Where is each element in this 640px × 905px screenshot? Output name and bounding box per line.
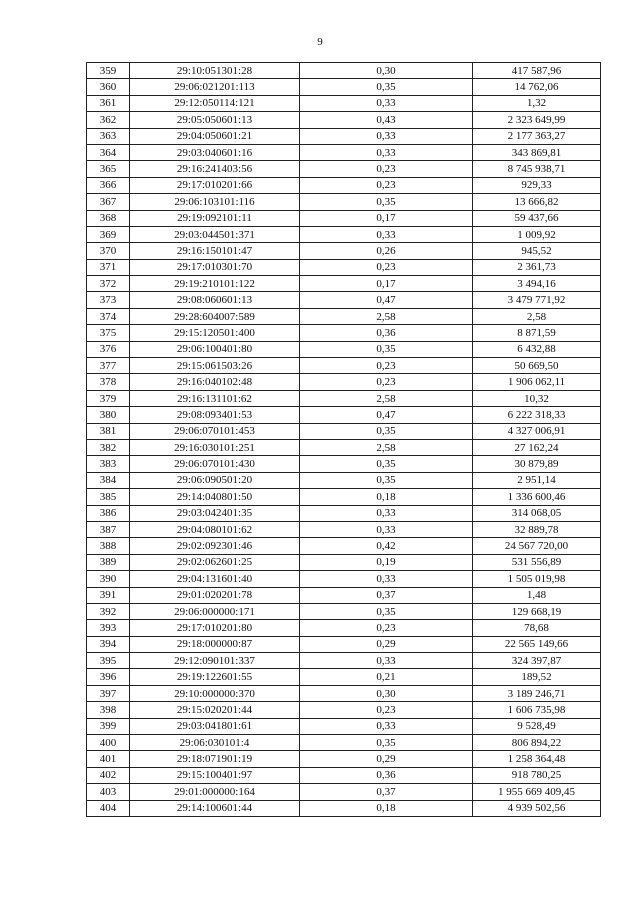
row-number-cell: 378 [87, 374, 130, 390]
value-cell: 6 222 318,33 [473, 407, 601, 423]
table-row [87, 505, 601, 521]
value-cell: 4 939 502,56 [473, 800, 601, 816]
value-cell: 3 189 246,71 [473, 685, 601, 701]
table-row [87, 194, 601, 210]
value-cell: 78,68 [473, 620, 601, 636]
cadastral-number-cell: 29:02:062601:25 [130, 554, 300, 570]
table-row [87, 95, 601, 111]
row-number-cell: 400 [87, 735, 130, 751]
rate-cell: 0,23 [300, 177, 473, 193]
row-number-cell: 399 [87, 718, 130, 734]
value-cell: 918 780,25 [473, 767, 601, 783]
value-cell: 8 871,59 [473, 325, 601, 341]
row-number-cell: 395 [87, 653, 130, 669]
rate-cell: 0,35 [300, 79, 473, 95]
table-row [87, 751, 601, 767]
row-number-cell: 368 [87, 210, 130, 226]
table-row [87, 210, 601, 226]
value-cell: 27 162,24 [473, 439, 601, 455]
rate-cell: 0,19 [300, 554, 473, 570]
value-cell: 1 505 019,98 [473, 571, 601, 587]
value-cell: 10,32 [473, 390, 601, 406]
row-number-cell: 363 [87, 128, 130, 144]
table-row [87, 439, 601, 455]
value-cell: 24 567 720,00 [473, 538, 601, 554]
cadastral-number-cell: 29:10:051301:28 [130, 63, 300, 79]
table-row [87, 472, 601, 488]
row-number-cell: 404 [87, 800, 130, 816]
row-number-cell: 386 [87, 505, 130, 521]
rate-cell: 0,36 [300, 767, 473, 783]
table-row [87, 538, 601, 554]
row-number-cell: 364 [87, 144, 130, 160]
table-row [87, 620, 601, 636]
cadastral-number-cell: 29:14:040801:50 [130, 489, 300, 505]
value-cell: 1 258 364,48 [473, 751, 601, 767]
table-row [87, 243, 601, 259]
row-number-cell: 398 [87, 702, 130, 718]
value-cell: 343 869,81 [473, 144, 601, 160]
row-number-cell: 375 [87, 325, 130, 341]
value-cell: 2,58 [473, 308, 601, 324]
cadastral-number-cell: 29:06:070101:430 [130, 456, 300, 472]
table-row [87, 128, 601, 144]
row-number-cell: 374 [87, 308, 130, 324]
cadastral-number-cell: 29:08:093401:53 [130, 407, 300, 423]
cadastral-number-cell: 29:17:010301:70 [130, 259, 300, 275]
value-cell: 1 906 062,11 [473, 374, 601, 390]
value-cell: 14 762,06 [473, 79, 601, 95]
table-row [87, 112, 601, 128]
rate-cell: 0,35 [300, 472, 473, 488]
rate-cell: 0,23 [300, 702, 473, 718]
table-row [87, 554, 601, 570]
row-number-cell: 382 [87, 439, 130, 455]
value-cell: 1,48 [473, 587, 601, 603]
row-number-cell: 384 [87, 472, 130, 488]
cadastral-number-cell: 29:15:120501:400 [130, 325, 300, 341]
value-cell: 6 432,88 [473, 341, 601, 357]
row-number-cell: 391 [87, 587, 130, 603]
row-number-cell: 390 [87, 571, 130, 587]
row-number-cell: 367 [87, 194, 130, 210]
row-number-cell: 401 [87, 751, 130, 767]
row-number-cell: 385 [87, 489, 130, 505]
rate-cell: 0,35 [300, 423, 473, 439]
row-number-cell: 371 [87, 259, 130, 275]
value-cell: 32 889,78 [473, 521, 601, 537]
value-cell: 2 951,14 [473, 472, 601, 488]
rate-cell: 0,35 [300, 456, 473, 472]
value-cell: 2 323 649,99 [473, 112, 601, 128]
value-cell: 1 606 735,98 [473, 702, 601, 718]
row-number-cell: 359 [87, 63, 130, 79]
row-number-cell: 393 [87, 620, 130, 636]
value-cell: 3 479 771,92 [473, 292, 601, 308]
rate-cell: 0,33 [300, 718, 473, 734]
value-cell: 8 745 938,71 [473, 161, 601, 177]
value-cell: 13 666,82 [473, 194, 601, 210]
table-row [87, 456, 601, 472]
cadastral-number-cell: 29:16:040102:48 [130, 374, 300, 390]
row-number-cell: 387 [87, 521, 130, 537]
value-cell: 417 587,96 [473, 63, 601, 79]
table-row [87, 521, 601, 537]
rate-cell: 0,29 [300, 751, 473, 767]
rate-cell: 0,30 [300, 685, 473, 701]
value-cell: 59 437,66 [473, 210, 601, 226]
value-cell: 1 009,92 [473, 226, 601, 242]
row-number-cell: 403 [87, 784, 130, 800]
cadastral-number-cell: 29:03:040601:16 [130, 144, 300, 160]
table-row [87, 226, 601, 242]
table-row [87, 325, 601, 341]
row-number-cell: 370 [87, 243, 130, 259]
rate-cell: 0,35 [300, 194, 473, 210]
table-row [87, 177, 601, 193]
value-cell: 4 327 006,91 [473, 423, 601, 439]
rate-cell: 0,21 [300, 669, 473, 685]
rate-cell: 0,36 [300, 325, 473, 341]
table-body [87, 63, 601, 817]
table-row [87, 276, 601, 292]
cadastral-number-cell: 29:15:020201:44 [130, 702, 300, 718]
rate-cell: 0,29 [300, 636, 473, 652]
value-cell: 30 879,89 [473, 456, 601, 472]
cadastral-number-cell: 29:16:150101:47 [130, 243, 300, 259]
table-row [87, 259, 601, 275]
row-number-cell: 362 [87, 112, 130, 128]
rate-cell: 0,33 [300, 144, 473, 160]
table-row [87, 308, 601, 324]
rate-cell: 0,35 [300, 341, 473, 357]
row-number-cell: 372 [87, 276, 130, 292]
row-number-cell: 383 [87, 456, 130, 472]
value-cell: 129 668,19 [473, 603, 601, 619]
rate-cell: 0,33 [300, 128, 473, 144]
rate-cell: 2,58 [300, 390, 473, 406]
rate-cell: 0,33 [300, 571, 473, 587]
rate-cell: 0,42 [300, 538, 473, 554]
rate-cell: 0,47 [300, 292, 473, 308]
table-row [87, 587, 601, 603]
cadastral-number-cell: 29:16:131101:62 [130, 390, 300, 406]
table-row [87, 423, 601, 439]
cadastral-number-cell: 29:17:010201:80 [130, 620, 300, 636]
value-cell: 2 361,73 [473, 259, 601, 275]
row-number-cell: 377 [87, 358, 130, 374]
rate-cell: 0,37 [300, 784, 473, 800]
rate-cell: 0,33 [300, 505, 473, 521]
row-number-cell: 396 [87, 669, 130, 685]
cadastral-number-cell: 29:17:010201:66 [130, 177, 300, 193]
rate-cell: 0,43 [300, 112, 473, 128]
rate-cell: 0,23 [300, 374, 473, 390]
cadastral-number-cell: 29:06:100401:80 [130, 341, 300, 357]
rate-cell: 0,35 [300, 735, 473, 751]
value-cell: 929,33 [473, 177, 601, 193]
table-row [87, 79, 601, 95]
rate-cell: 0,23 [300, 259, 473, 275]
row-number-cell: 388 [87, 538, 130, 554]
cadastral-number-cell: 29:01:000000:164 [130, 784, 300, 800]
row-number-cell: 389 [87, 554, 130, 570]
rate-cell: 2,58 [300, 439, 473, 455]
cadastral-number-cell: 29:28:604007:589 [130, 308, 300, 324]
cadastral-number-cell: 29:19:092101:11 [130, 210, 300, 226]
cadastral-number-cell: 29:12:050114:121 [130, 95, 300, 111]
cadastral-number-cell: 29:03:044501:371 [130, 226, 300, 242]
value-cell: 22 565 149,66 [473, 636, 601, 652]
page-number: 9 [317, 36, 323, 48]
value-cell: 189,52 [473, 669, 601, 685]
rate-cell: 0,23 [300, 620, 473, 636]
rate-cell: 0,37 [300, 587, 473, 603]
table-row [87, 63, 601, 79]
value-cell: 945,52 [473, 243, 601, 259]
row-number-cell: 365 [87, 161, 130, 177]
row-number-cell: 373 [87, 292, 130, 308]
cadastral-number-cell: 29:15:100401:97 [130, 767, 300, 783]
rate-cell: 0,18 [300, 800, 473, 816]
cadastral-number-cell: 29:01:020201:78 [130, 587, 300, 603]
cadastral-number-cell: 29:12:090101:337 [130, 653, 300, 669]
cadastral-number-cell: 29:15:061503:26 [130, 358, 300, 374]
cadastral-number-cell: 29:18:000000:87 [130, 636, 300, 652]
row-number-cell: 369 [87, 226, 130, 242]
cadastral-number-cell: 29:04:050601:21 [130, 128, 300, 144]
rate-cell: 0,35 [300, 603, 473, 619]
cadastral-number-cell: 29:08:060601:13 [130, 292, 300, 308]
value-cell: 1 955 669 409,45 [473, 784, 601, 800]
value-cell: 9 528,49 [473, 718, 601, 734]
row-number-cell: 402 [87, 767, 130, 783]
value-cell: 314 068,05 [473, 505, 601, 521]
cadastral-number-cell: 29:04:131601:40 [130, 571, 300, 587]
rate-cell: 0,47 [300, 407, 473, 423]
value-cell: 50 669,50 [473, 358, 601, 374]
table-row [87, 603, 601, 619]
cadastral-number-cell: 29:06:030101:4 [130, 735, 300, 751]
value-cell: 531 556,89 [473, 554, 601, 570]
cadastral-number-cell: 29:16:030101:251 [130, 439, 300, 455]
cadastral-number-cell: 29:03:041801:61 [130, 718, 300, 734]
cadastral-number-cell: 29:06:070101:453 [130, 423, 300, 439]
value-cell: 1,32 [473, 95, 601, 111]
rate-cell: 0,30 [300, 63, 473, 79]
rate-cell: 2,58 [300, 308, 473, 324]
table-row [87, 292, 601, 308]
cadastral-number-cell: 29:10:000000:370 [130, 685, 300, 701]
rate-cell: 0,17 [300, 276, 473, 292]
table-row [87, 390, 601, 406]
table-row [87, 718, 601, 734]
cadastral-number-cell: 29:18:071901:19 [130, 751, 300, 767]
rate-cell: 0,33 [300, 226, 473, 242]
cadastral-number-cell: 29:06:103101:116 [130, 194, 300, 210]
row-number-cell: 380 [87, 407, 130, 423]
table-row [87, 341, 601, 357]
row-number-cell: 376 [87, 341, 130, 357]
table-row [87, 358, 601, 374]
table-row [87, 374, 601, 390]
cadastral-number-cell: 29:06:090501:20 [130, 472, 300, 488]
table-row [87, 571, 601, 587]
cadastral-value-table [86, 62, 601, 817]
cadastral-number-cell: 29:02:092301:46 [130, 538, 300, 554]
cadastral-number-cell: 29:06:000000:171 [130, 603, 300, 619]
table-row [87, 161, 601, 177]
table-row [87, 735, 601, 751]
table-row [87, 636, 601, 652]
rate-cell: 0,33 [300, 521, 473, 537]
table-row [87, 669, 601, 685]
row-number-cell: 394 [87, 636, 130, 652]
rate-cell: 0,18 [300, 489, 473, 505]
table-row [87, 767, 601, 783]
row-number-cell: 361 [87, 95, 130, 111]
rate-cell: 0,26 [300, 243, 473, 259]
cadastral-number-cell: 29:03:042401:35 [130, 505, 300, 521]
table-row [87, 784, 601, 800]
row-number-cell: 360 [87, 79, 130, 95]
table-row [87, 653, 601, 669]
rate-cell: 0,23 [300, 358, 473, 374]
table-row [87, 489, 601, 505]
table-row [87, 702, 601, 718]
cadastral-number-cell: 29:14:100601:44 [130, 800, 300, 816]
rate-cell: 0,17 [300, 210, 473, 226]
table-row [87, 800, 601, 816]
table-row [87, 144, 601, 160]
cadastral-number-cell: 29:19:210101:122 [130, 276, 300, 292]
value-cell: 324 397,87 [473, 653, 601, 669]
value-cell: 1 336 600,46 [473, 489, 601, 505]
row-number-cell: 397 [87, 685, 130, 701]
value-cell: 2 177 363,27 [473, 128, 601, 144]
value-cell: 806 894,22 [473, 735, 601, 751]
cadastral-number-cell: 29:06:021201:113 [130, 79, 300, 95]
row-number-cell: 392 [87, 603, 130, 619]
row-number-cell: 379 [87, 390, 130, 406]
rate-cell: 0,23 [300, 161, 473, 177]
cadastral-number-cell: 29:19:122601:55 [130, 669, 300, 685]
rate-cell: 0,33 [300, 95, 473, 111]
table-row [87, 407, 601, 423]
row-number-cell: 381 [87, 423, 130, 439]
row-number-cell: 366 [87, 177, 130, 193]
value-cell: 3 494,16 [473, 276, 601, 292]
cadastral-number-cell: 29:05:050601:13 [130, 112, 300, 128]
cadastral-number-cell: 29:04:080101:62 [130, 521, 300, 537]
table-row [87, 685, 601, 701]
cadastral-number-cell: 29:16:241403:56 [130, 161, 300, 177]
rate-cell: 0,33 [300, 653, 473, 669]
